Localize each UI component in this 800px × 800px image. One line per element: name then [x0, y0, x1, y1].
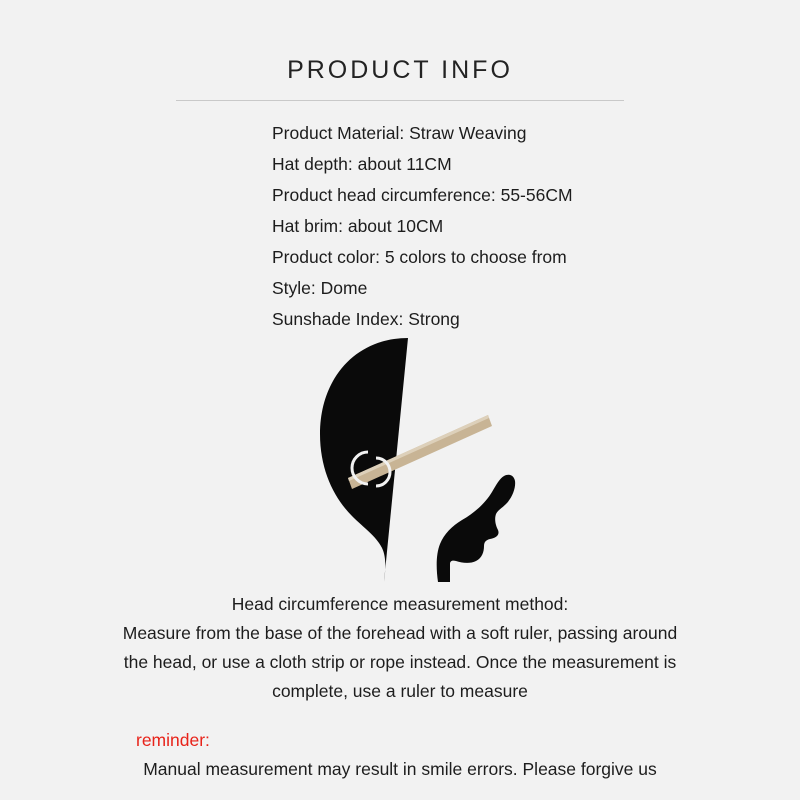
spec-item: Hat depth: about 11CM [272, 154, 452, 174]
method-line: the head, or use a cloth strip or rope instead. Once the measurement is [123, 652, 677, 672]
spec-item: Sunshade Index: Strong [272, 309, 460, 329]
title-divider [176, 100, 624, 101]
spec-item: Hat brim: about 10CM [272, 216, 444, 236]
reminder-text: Manual measurement may result in smile errors. Please forgive us [143, 759, 657, 779]
measurement-method [60, 590, 740, 706]
spec-item: Product Material: Straw Weaving [272, 123, 527, 143]
reminder-label: reminder: [136, 730, 210, 750]
spec-item: Style: Dome [272, 278, 368, 298]
spec-item: Product head circumference: 55-56CM [272, 185, 573, 205]
page-title: PRODUCT INFO [287, 56, 513, 84]
method-line: Measure from the base of the forehead with a soft ruler, passing around [122, 623, 678, 643]
head-silhouette-icon [290, 330, 550, 590]
method-heading: Head circumference measurement method: [231, 594, 569, 614]
spec-list [272, 118, 732, 335]
method-line: complete, use a ruler to measure [272, 681, 528, 701]
spec-item: Product color: 5 colors to choose from [272, 247, 567, 267]
